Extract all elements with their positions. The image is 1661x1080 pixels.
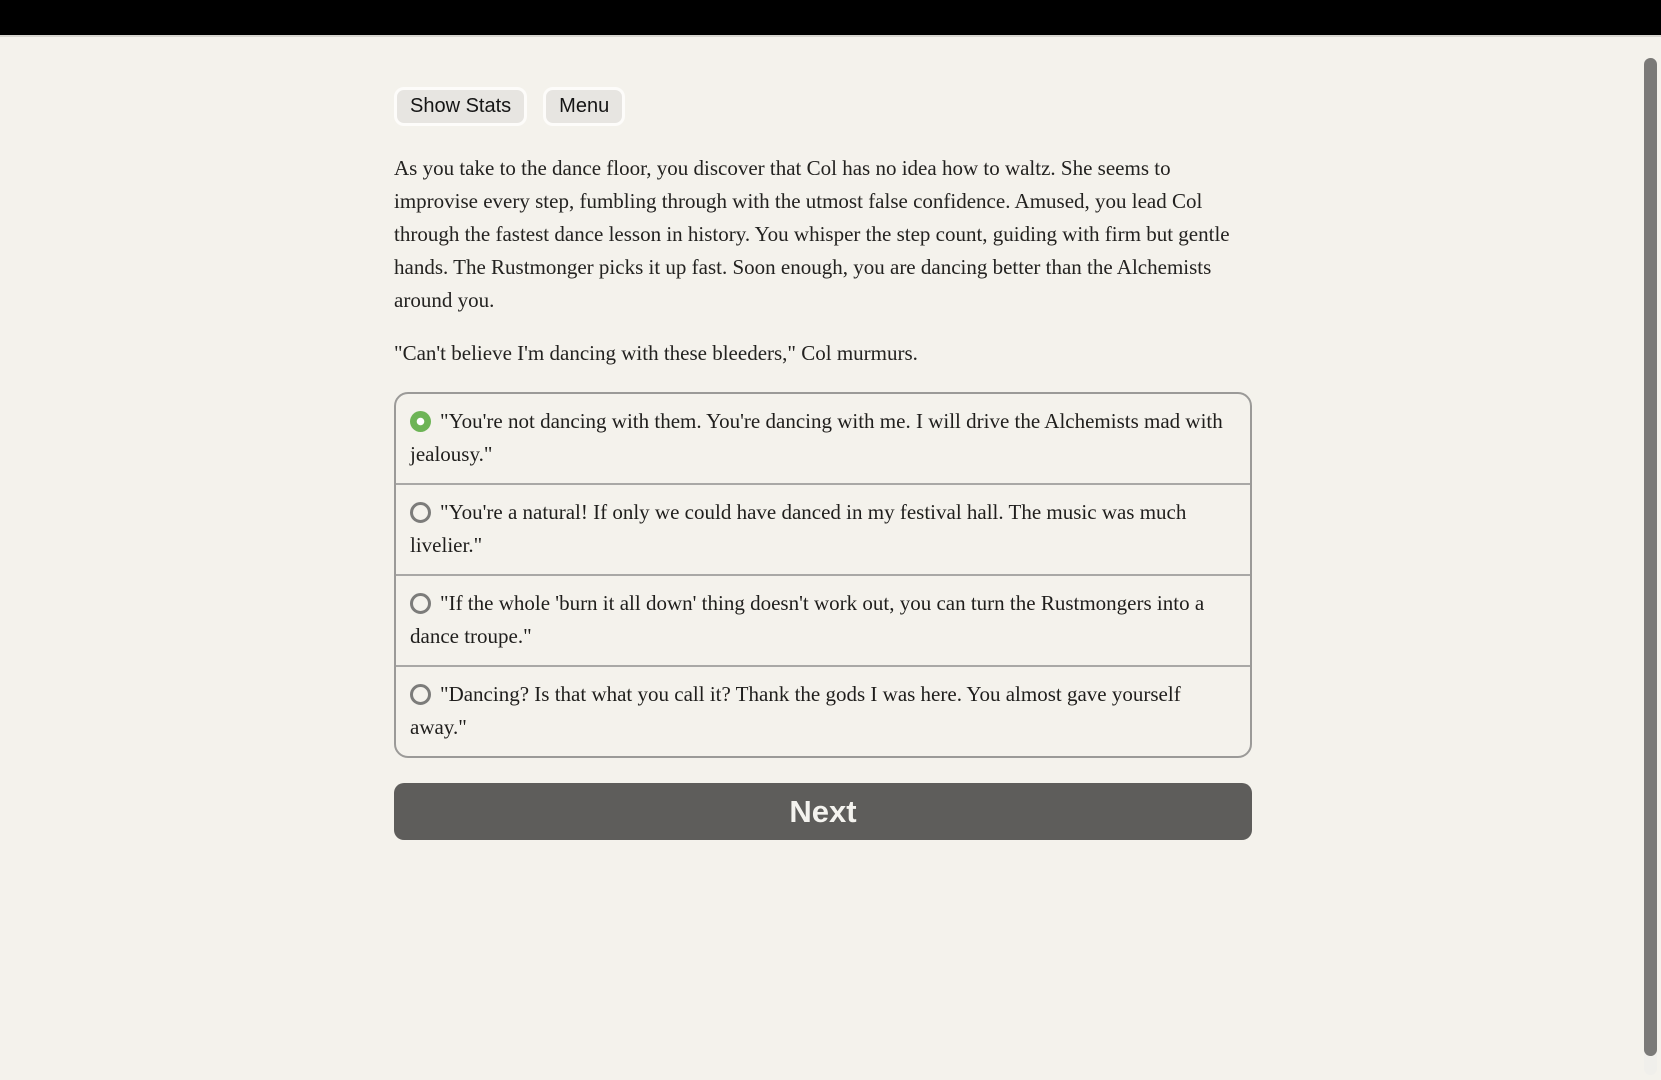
choice-option-label: "Dancing? Is that what you call it? Thank the gods I was here. You almost gave yourself away." (410, 682, 1181, 739)
radio-button-icon[interactable] (410, 411, 431, 432)
show-stats-button[interactable]: Show Stats (394, 87, 527, 126)
top-black-bar (0, 0, 1661, 37)
menu-button[interactable]: Menu (543, 87, 625, 126)
story-content-column (394, 87, 1252, 840)
scrollbar-thumb[interactable] (1644, 58, 1657, 1056)
choice-option[interactable] (396, 485, 1250, 576)
choice-option[interactable] (396, 394, 1250, 485)
choice-option-label: "You're a natural! If only we could have danced in my festival hall. The music was much livelier." (410, 500, 1187, 557)
story-paragraph: "Can't believe I'm dancing with these bleeders," Col murmurs. (394, 341, 918, 365)
radio-button-icon[interactable] (410, 593, 431, 614)
toolbar (394, 87, 1252, 126)
choice-option[interactable] (396, 576, 1250, 667)
choice-option-label: "If the whole 'burn it all down' thing doesn't work out, you can turn the Rustmongers into a dance troupe." (410, 591, 1205, 648)
radio-button-icon[interactable] (410, 684, 431, 705)
choice-option[interactable] (396, 667, 1250, 756)
next-button[interactable]: Next (394, 783, 1252, 840)
choice-list (394, 392, 1252, 758)
choice-option-label: "You're not dancing with them. You're dancing with me. I will drive the Alchemists mad with jealousy." (410, 409, 1223, 466)
radio-button-icon[interactable] (410, 502, 431, 523)
story-paragraph: As you take to the dance floor, you discover that Col has no idea how to waltz. She seems to improvise every step, fumbling through with the utmost false confidence. Amused, you lead Col through the fastest dance lesson in history. You whisper the step count, guiding with firm but gentle hands. The Rustmonger picks it up fast. Soon enough, you are dancing better than the Alchemists around you. (394, 156, 1230, 312)
